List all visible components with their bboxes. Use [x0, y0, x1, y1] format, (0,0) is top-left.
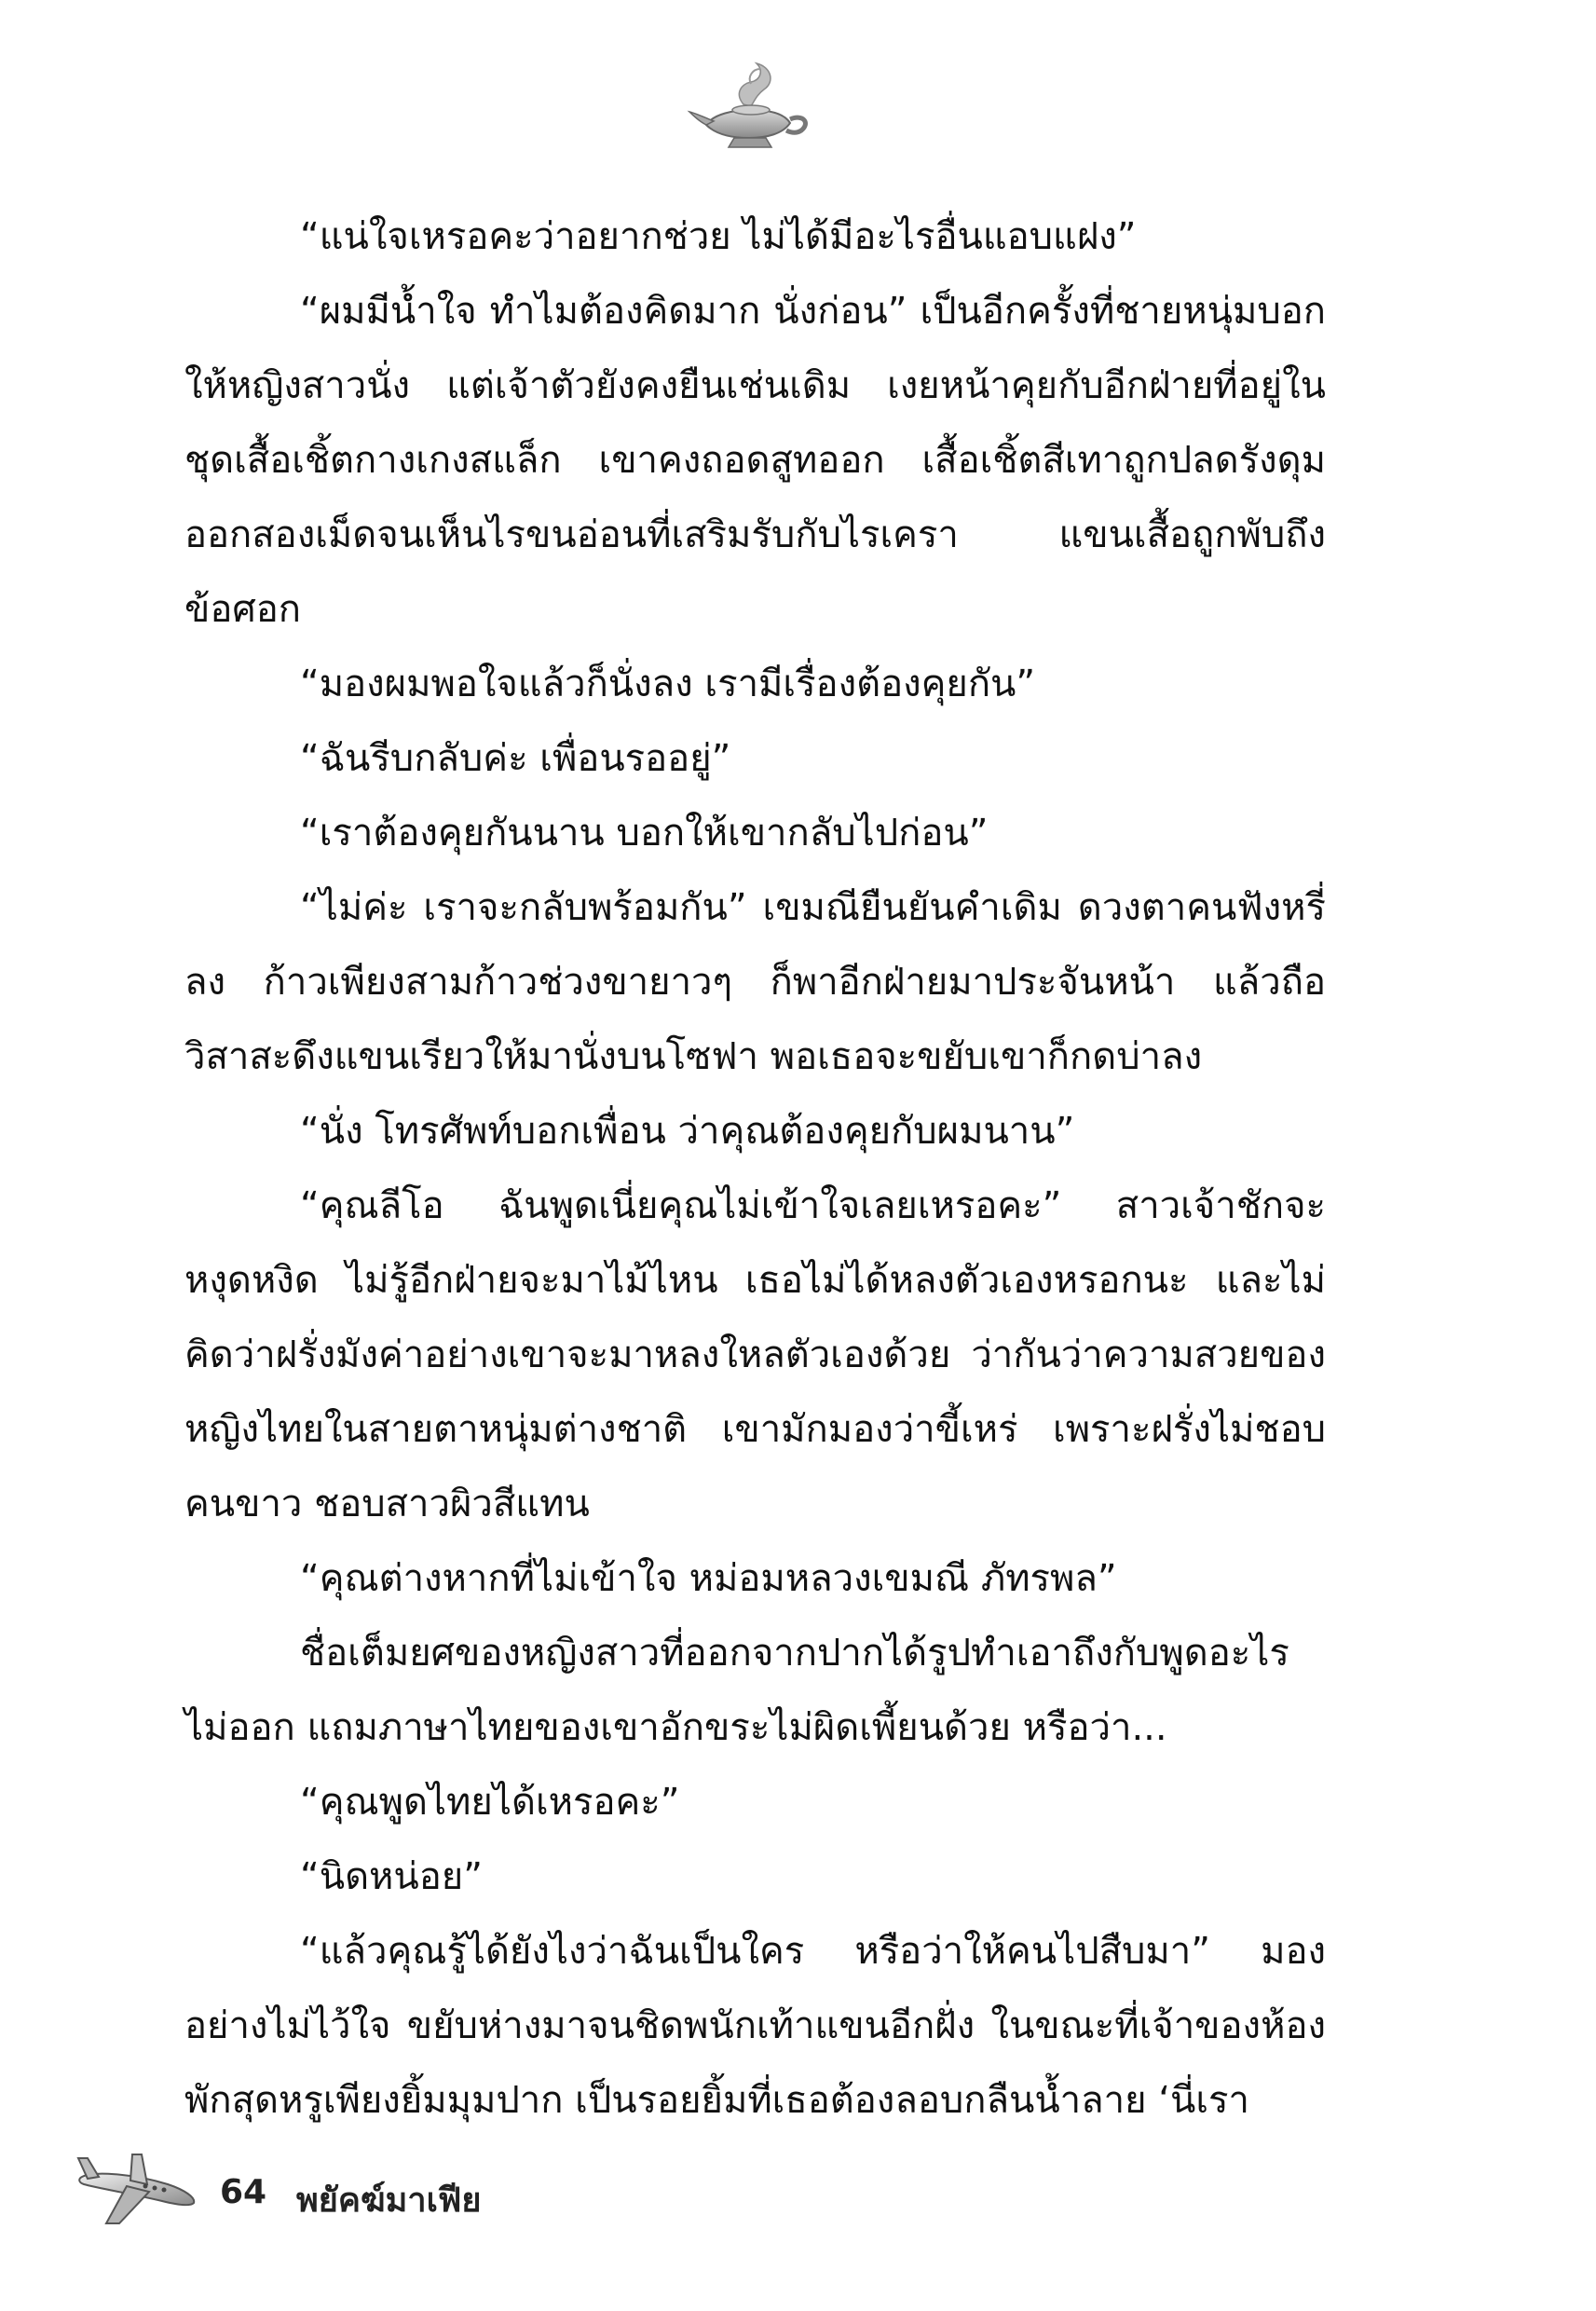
- paragraph: “ฉันรีบกลับค่ะ เพื่อนรออยู่”: [300, 737, 731, 780]
- paragraph: “นิดหน่อย”: [300, 1855, 483, 1898]
- paragraph: “แน่ใจเหรอคะว่าอยากช่วย ไม่ได้มีอะไรอื่นแอบแฝง”: [300, 215, 1137, 258]
- paragraph: “ไม่ค่ะ เราจะกลับพร้อมกัน” เขมณียืนยันคำเดิม ดวงตาคนฟังหรี่ลง ก้าวเพียงสามก้าวช่วงขายาวๆ ก็พาอีกฝ่ายมาประจันหน้า แล้วถือวิสาสะดึงแขนเรียวให้มานั่งบนโซฟา พอเธอจะขยับเขาก็กดบ่าลง: [184, 886, 1326, 1078]
- paragraph: “ผมมีน้ำใจ ทำไมต้องคิดมาก นั่งก่อน” เป็นอีกครั้งที่ชายหนุ่มบอกให้หญิงสาวนั่ง แต่เจ้าตัวยังคงยืนเช่นเดิม เงยหน้าคุยกับอีกฝ่ายที่อยู่ในชุดเสื้อเชิ้ตกางเกงสแล็ก เขาคงถอดสูทออก เสื้อเชิ้ตสีเทาถูกปลดรังดุมออกสองเม็ดจนเห็นไรขนอ่อนที่เสริมรับกับไรเครา แขนเสื้อถูกพับถึงข้อศอก: [184, 290, 1326, 631]
- paragraph: “คุณพูดไทยได้เหรอคะ”: [300, 1781, 680, 1824]
- genie-lamp-icon: [686, 56, 816, 158]
- paragraph: “มองผมพอใจแล้วก็นั่งลง เรามีเรื่องต้องคุยกัน”: [300, 663, 1036, 705]
- book-title: พยัคฆ์มาเฟีย: [296, 2181, 482, 2220]
- story-body: [184, 199, 1326, 2138]
- paragraph: “แล้วคุณรู้ได้ยังไงว่าฉันเป็นใคร หรือว่าให้คนไปสืบมา” มองอย่างไม่ไว้ใจ ขยับห่างมาจนชิดพนักเท้าแขนอีกฝั่ง ในขณะที่เจ้าของห้องพักสุดหรูเพียงยิ้มมุมปาก เป็นรอยยิ้มที่เธอต้องลอบกลืนน้ำลาย ‘นี่เรา: [184, 1930, 1326, 2122]
- paragraph: “คุณต่างหากที่ไม่เข้าใจ หม่อมหลวงเขมณี ภัทรพล”: [300, 1557, 1117, 1600]
- paragraph: ชื่อเต็มยศของหญิงสาวที่ออกจากปากได้รูปทำเอาถึงกับพูดอะไรไม่ออก แถมภาษาไทยของเขาอักขระไม่ผิดเพี้ยนด้วย หรือว่า...: [184, 1632, 1289, 1749]
- paragraph: “เราต้องคุยกันนาน บอกให้เขากลับไปก่อน”: [300, 812, 989, 855]
- paragraph: “คุณลีโอ ฉันพูดเนี่ยคุณไม่เข้าใจเลยเหรอคะ” สาวเจ้าชักจะหงุดหงิด ไม่รู้อีกฝ่ายจะมาไม้ไหน เธอไม่ได้หลงตัวเองหรอกนะ และไม่คิดว่าฝรั่งมังค่าอย่างเขาจะมาหลงใหลตัวเองด้วย ว่ากันว่าความสวยของหญิงไทยในสายตาหนุ่มต่างชาติ เขามักมองว่าขี้เหร่ เพราะฝรั่งไม่ชอบคนขาว ชอบสาวผิวสีแทน: [184, 1184, 1326, 1525]
- page-number: 64: [220, 2173, 267, 2211]
- airplane-icon: [75, 2134, 205, 2236]
- page-footer: [75, 2134, 727, 2236]
- paragraph: “นั่ง โทรศัพท์บอกเพื่อน ว่าคุณต้องคุยกับผมนาน”: [300, 1110, 1075, 1153]
